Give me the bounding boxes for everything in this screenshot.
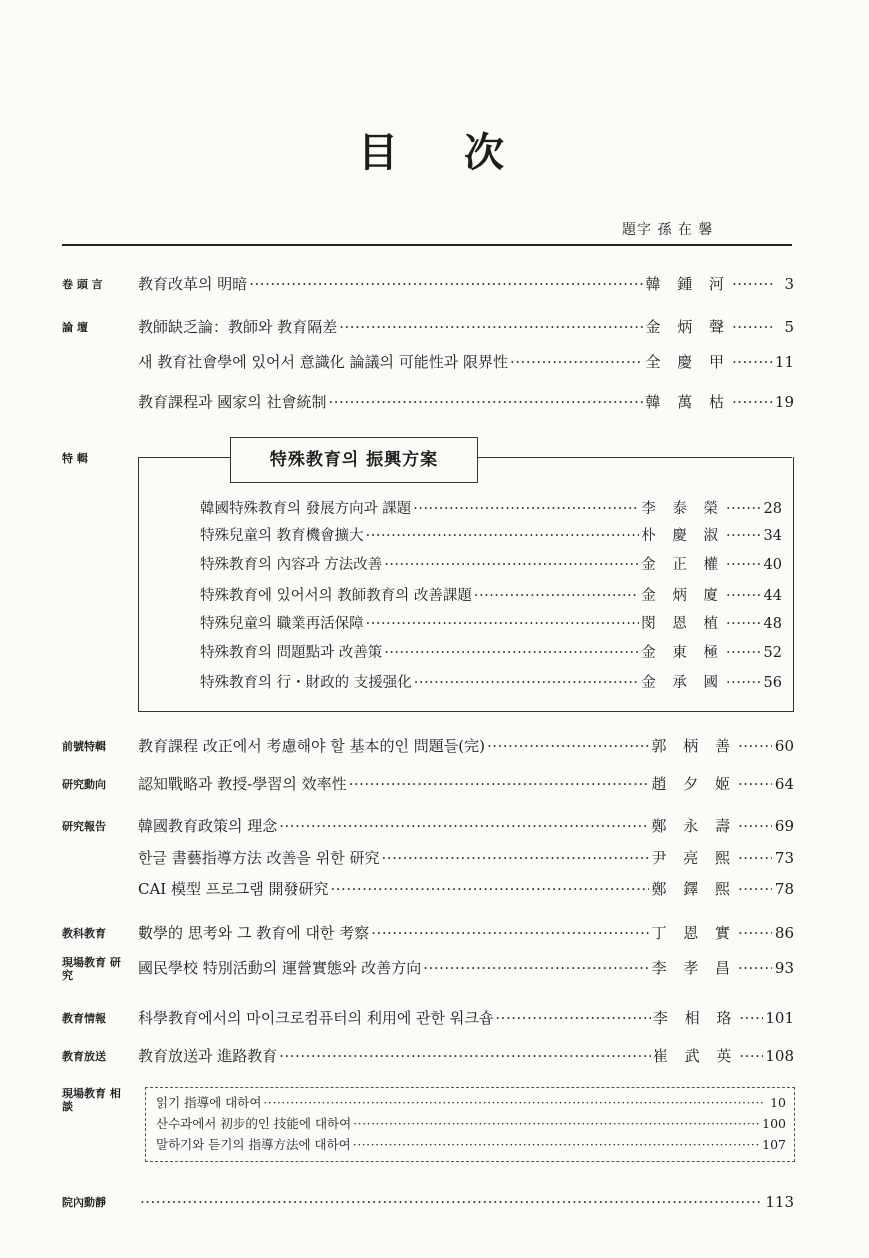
category-label: 前號特輯 — [62, 740, 106, 753]
category-label: 卷 頭 言 — [62, 278, 103, 291]
toc-entry[interactable]: 教育課程 改正에서 考慮해야 할 基本的인 問題들(完) ····· 郭 柄 善 ····· 60 — [138, 735, 794, 757]
category-label: 特 輯 — [62, 452, 88, 465]
toc-entry[interactable]: 特殊兒童의 職業再活保障 ····· 閔 恩 植 ····· 48 — [200, 613, 782, 635]
toc-entry[interactable]: 새 教育社會學에 있어서 意識化 論議의 可能性과 限界性 ····· 全 慶 甲 ····· 11 — [138, 351, 794, 373]
toc-entry[interactable]: 特殊兒童의 教育機會擴大 ····· 朴 慶 淑 ····· 34 — [200, 525, 782, 547]
category-label: 教科教育 — [62, 927, 106, 940]
category-label: 現場教育 研 究 — [62, 956, 121, 982]
special-feature-title: 特殊教育의 振興方案 — [230, 437, 478, 483]
toc-entry[interactable]: 읽기 指導에 대하여 ····· 10 — [156, 1093, 786, 1113]
toc-entry[interactable]: 教育課程과 國家의 社會統制 ····· 韓 萬 枯 ····· 19 — [138, 391, 794, 413]
toc-entry[interactable]: 認知戰略과 教授-學習의 效率性 ····· 趙 夕 姬 ····· 64 — [138, 773, 794, 795]
category-label: 教育情報 — [62, 1012, 106, 1025]
toc-entry[interactable]: 한글 書藝指導方法 改善을 위한 研究 ····· 尹 亮 熙 ····· 73 — [138, 847, 794, 869]
page-title: 目 次 — [358, 129, 504, 176]
toc-entry[interactable]: 科學教育에서의 마이크로컴퓨터의 利用에 관한 워크숍 ····· 李 相 珞 ····· 101 — [138, 1007, 794, 1029]
category-label: 研究報告 — [62, 820, 106, 833]
category-label: 教育放送 — [62, 1050, 106, 1063]
toc-entry[interactable]: 特殊教育에 있어서의 教師教育의 改善課題 ····· 金 炳 廈 ····· 44 — [200, 585, 782, 607]
toc-entry[interactable]: 特殊教育의 行・財政的 支援强化 ····· 金 承 國 ····· 56 — [200, 672, 782, 694]
toc-entry[interactable]: CAI 模型 프로그램 開發研究 ····· 鄭 鐸 熙 ····· 78 — [138, 878, 794, 900]
toc-entry[interactable]: 數學的 思考와 그 教育에 대한 考察 ····· 丁 恩 實 ····· 86 — [138, 922, 794, 944]
category-label: 研究動向 — [62, 778, 106, 791]
toc-entry[interactable]: 特殊教育의 問題點과 改善策 ····· 金 東 極 ····· 52 — [200, 642, 782, 664]
toc-entry[interactable]: ····· 113 — [138, 1191, 794, 1213]
toc-entry[interactable]: 國民學校 特別活動의 運營實態와 改善方向 ····· 李 孝 昌 ····· 93 — [138, 957, 794, 979]
toc-entry[interactable]: 教育改革의 明暗 ····· 韓 鍾 河 ····· 3 — [138, 273, 794, 295]
toc-entry[interactable]: 韓國教育政策의 理念 ····· 鄭 永 壽 ····· 69 — [138, 815, 794, 837]
calligraphy-credit: 題字 孫 在 馨 — [622, 222, 714, 238]
header-divider — [62, 244, 792, 246]
category-label: 論 壇 — [62, 321, 88, 334]
toc-entry[interactable]: 산수과에서 初步的인 技能에 대하여 ····· 100 — [156, 1114, 786, 1134]
toc-entry[interactable]: 말하기와 듣기의 指導方法에 대하여 ····· 107 — [156, 1135, 786, 1155]
toc-entry[interactable]: 教師缺乏論：教師와 教育隔差 ····· 金 炳 聲 ····· 5 — [138, 316, 794, 338]
toc-entry[interactable]: 教育放送과 進路教育 ····· 崔 武 英 ····· 108 — [138, 1045, 794, 1067]
toc-entry[interactable]: 特殊教育의 內容과 方法改善 ····· 金 正 權 ····· 40 — [200, 554, 782, 576]
category-label: 院內動靜 — [62, 1196, 106, 1209]
category-label: 現場教育 相 談 — [62, 1087, 121, 1113]
toc-entry[interactable]: 韓國特殊教育의 發展方向과 課題 ····· 李 泰 榮 ····· 28 — [200, 498, 782, 520]
